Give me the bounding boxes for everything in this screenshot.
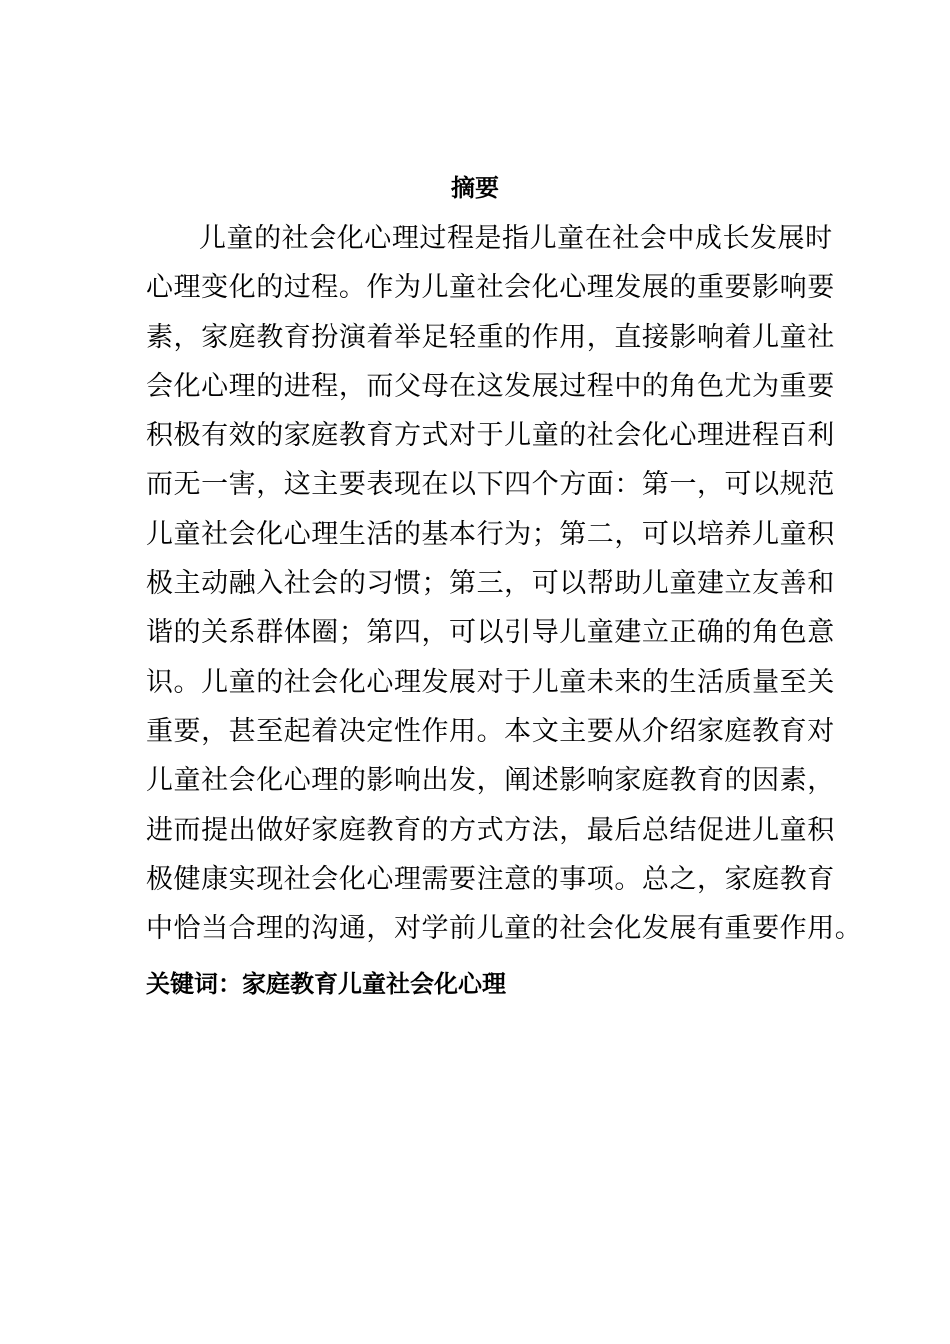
abstract-line: 心理变化的过程。作为儿童社会化心理发展的重要影响要 <box>146 272 835 304</box>
abstract-line: 谐的关系群体圈；第四，可以引导儿童建立正确的角色意 <box>146 617 835 649</box>
abstract-line: 极主动融入社会的习惯；第三，可以帮助儿童建立友善和 <box>146 568 835 600</box>
abstract-line: 重要，甚至起着决定性作用。本文主要从介绍家庭教育对 <box>146 715 835 747</box>
abstract-line: 会化心理的进程，而父母在这发展过程中的角色尤为重要 <box>146 370 835 402</box>
abstract-line: 中恰当合理的沟通，对学前儿童的社会化发展有重要作用。 <box>146 913 863 945</box>
abstract-line: 积极有效的家庭教育方式对于儿童的社会化心理进程百利 <box>146 420 835 452</box>
abstract-line: 识。儿童的社会化心理发展对于儿童未来的生活质量至关 <box>146 666 835 698</box>
abstract-line: 儿童的社会化心理过程是指儿童在社会中成长发展时 <box>199 223 833 254</box>
abstract-line: 儿童社会化心理的影响出发，阐述影响家庭教育的因素， <box>146 765 835 797</box>
abstract-body <box>146 214 863 953</box>
abstract-line: 而无一害，这主要表现在以下四个方面：第一，可以规范 <box>146 469 835 501</box>
abstract-line: 进而提出做好家庭教育的方式方法，最后总结促进儿童积 <box>146 814 835 846</box>
abstract-line: 儿童社会化心理生活的基本行为；第二，可以培养儿童积 <box>146 518 835 550</box>
abstract-title: 摘要 <box>451 173 499 202</box>
abstract-line: 极健康实现社会化心理需要注意的事项。总之，家庭教育 <box>146 863 835 895</box>
keywords-line: 关键词：家庭教育儿童社会化心理 <box>146 969 506 998</box>
abstract-line: 素，家庭教育扮演着举足轻重的作用，直接影响着儿童社 <box>146 321 835 353</box>
